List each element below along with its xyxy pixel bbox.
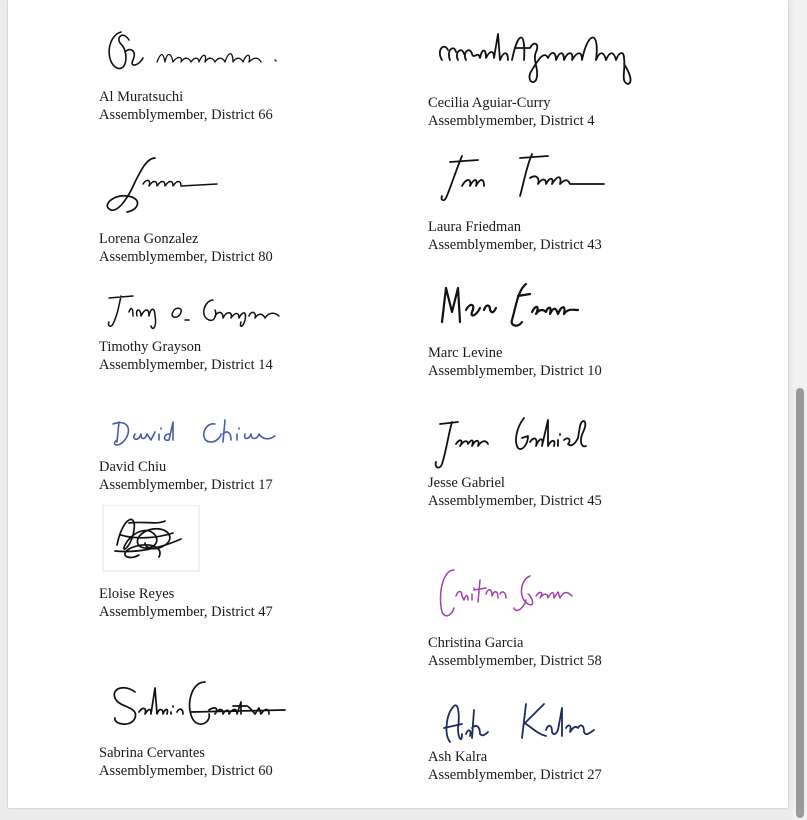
member-name: Al Muratsuchi — [99, 89, 184, 105]
signature-block-christina-garcia — [428, 560, 758, 670]
vertical-scrollbar[interactable] — [793, 0, 807, 820]
member-title: Assemblymember, District 27 — [428, 767, 602, 783]
member-name: Sabrina Cervantes — [99, 745, 205, 761]
member-name: Laura Friedman — [428, 219, 522, 235]
member-name: Christina Garcia — [428, 635, 524, 651]
member-name: Ash Kalra — [428, 749, 488, 765]
signature-laura-friedman — [428, 150, 648, 218]
signature-lorena-gonzalez — [99, 150, 299, 230]
member-title: Assemblymember, District 47 — [99, 604, 273, 620]
signature-block-david-chiu — [99, 404, 429, 494]
signature-david-chiu — [99, 404, 299, 458]
signature-eloise-reyes — [99, 505, 299, 585]
signature-block-marc-levine — [428, 276, 758, 380]
document-page — [8, 0, 788, 808]
signature-block-al-muratsuchi — [99, 22, 429, 124]
signature-al-muratsuchi — [99, 22, 299, 88]
member-name: Jesse Gabriel — [428, 475, 505, 491]
signature-block-timothy-grayson — [99, 286, 429, 374]
member-name: Marc Levine — [428, 345, 503, 361]
member-name: David Chiu — [99, 459, 167, 475]
member-name: Eloise Reyes — [99, 586, 175, 602]
member-title: Assemblymember, District 45 — [428, 493, 602, 509]
signature-cecilia-aguiar-curry — [428, 20, 648, 94]
signature-ash-kalra — [428, 694, 628, 748]
signature-block-ash-kalra — [428, 694, 758, 784]
member-title: Assemblymember, District 14 — [99, 357, 273, 373]
member-title: Assemblymember, District 58 — [428, 653, 602, 669]
member-title: Assemblymember, District 10 — [428, 363, 602, 379]
signature-marc-levine — [428, 276, 628, 344]
signature-sabrina-cervantes — [99, 668, 319, 744]
scrollbar-thumb[interactable] — [796, 388, 804, 818]
signature-block-cecilia-aguiar-curry — [428, 20, 758, 130]
member-name: Lorena Gonzalez — [99, 231, 199, 247]
member-name: Cecilia Aguiar-Curry — [428, 95, 551, 111]
member-title: Assemblymember, District 17 — [99, 477, 273, 493]
signature-block-sabrina-cervantes — [99, 668, 429, 780]
signature-timothy-grayson — [99, 286, 299, 338]
member-title: Assemblymember, District 66 — [99, 107, 273, 123]
member-title: Assemblymember, District 60 — [99, 763, 273, 779]
signature-christina-garcia — [428, 560, 628, 634]
member-title: Assemblymember, District 4 — [428, 113, 595, 129]
member-title: Assemblymember, District 80 — [99, 249, 273, 265]
signature-block-eloise-reyes — [99, 505, 429, 621]
signature-block-laura-friedman — [428, 150, 758, 254]
signature-jesse-gabriel — [428, 408, 628, 474]
signature-block-jesse-gabriel — [428, 408, 758, 510]
member-name: Timothy Grayson — [99, 339, 202, 355]
member-title: Assemblymember, District 43 — [428, 237, 602, 253]
signature-block-lorena-gonzalez — [99, 150, 429, 266]
